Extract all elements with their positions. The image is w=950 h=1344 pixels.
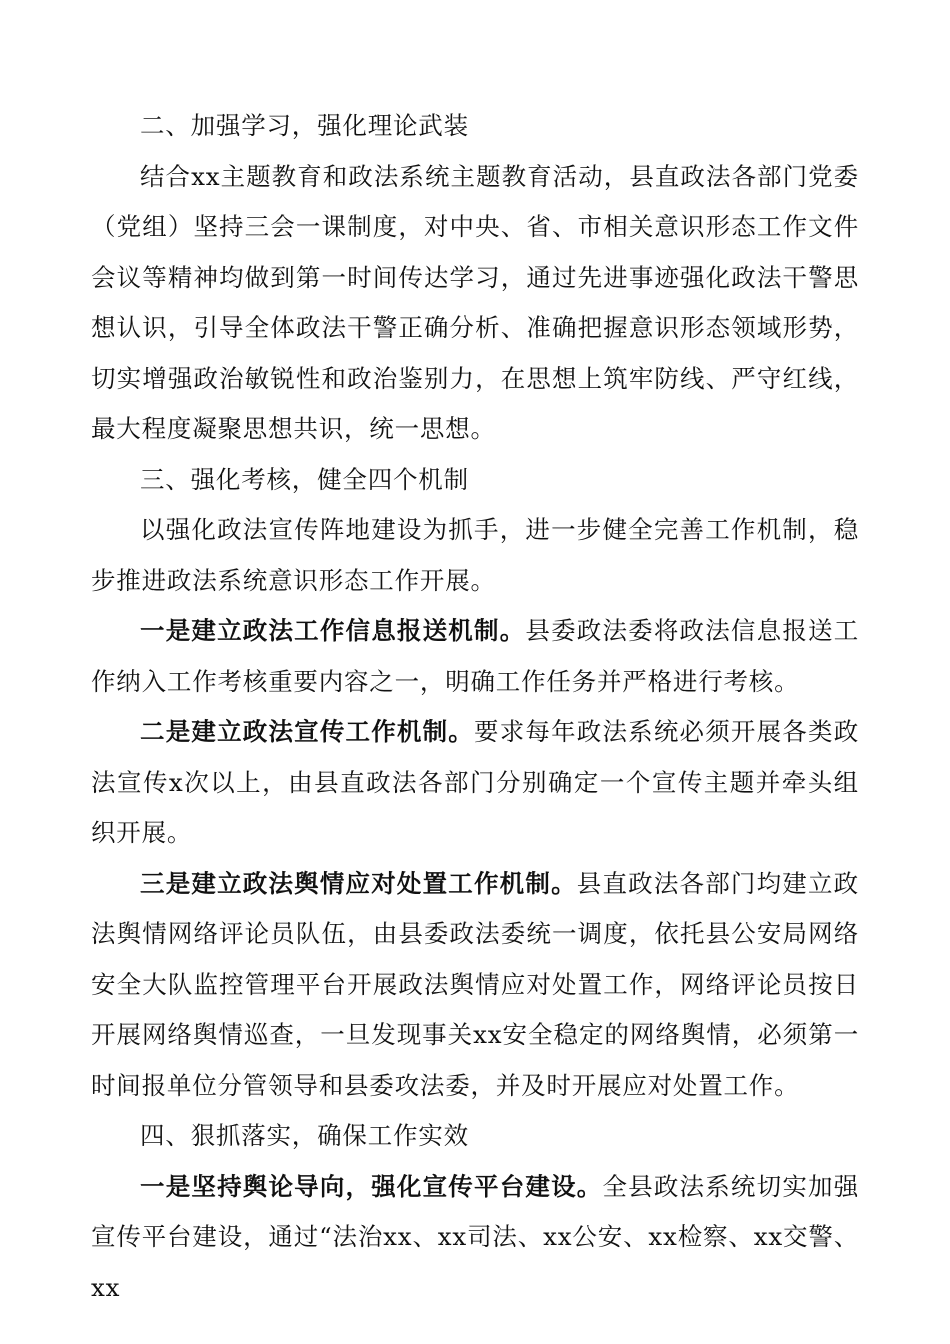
paragraph-lead: 三是建立政法舆情应对处置工作机制。: [140, 868, 577, 898]
paragraph-text: 结合xx主题教育和政法系统主题教育活动，县直政法各部门党委（党组）坚持三会一课制度，对中央、省、市相关意识形态工作文件会议等精神均做到第一时间传达学习，通过先进事迹强化政法干警思想认识，引导全体政法干警正确分析、准确把握意识形态领域形势，切实增强政治敏锐性和政治鉴别力，在思想上筑牢防线、严守红线，最大程度凝聚思想共识，统一思想。: [91, 161, 859, 443]
document-body: [91, 101, 859, 1313]
body-paragraph: [91, 606, 859, 707]
section-heading: 四、狠抓落实，确保工作实效: [140, 1121, 469, 1150]
paragraph-lead: 二是建立政法宣传工作机制。: [140, 717, 474, 746]
paragraph-text: 县委政法委将政法信息报送工作纳入工作考核重要内容之一，明确工作任务并严格进行考核。: [91, 616, 859, 696]
body-paragraph: [91, 505, 859, 606]
paragraph-text: 要求每年政法系统必须开展各类政法宣传x次以上，由县直政法各部门分别确定一个宣传主题并牵头组织开展。: [91, 717, 859, 847]
body-paragraph: [91, 152, 859, 455]
body-paragraph: [91, 707, 859, 859]
section-heading: 三、强化考核，健全四个机制: [140, 464, 469, 494]
paragraph-text: 以强化政法宣传阵地建设为抓手，进一步健全完善工作机制，稳步推进政法系统意识形态工作开展。: [91, 515, 859, 595]
paragraph-text: 县直政法各部门均建立政法舆情网络评论员队伍，由县委政法委统一调度，依托县公安局网络安全大队监控管理平台开展政法舆情应对处置工作，网络评论员按日开展网络舆情巡查，一旦发现事关xx安全稳定的网络舆情，必须第一时间报单位分管领导和县委攻法委，并及时开展应对处置工作。: [91, 868, 859, 1100]
paragraph-lead: 一是建立政法工作信息报送机制。: [140, 616, 526, 645]
paragraph-text: 全县政法系统切实加强宣传平台建设，通过“法治xx、xx司法、xx公安、xx检察、xx交警、xx: [91, 1171, 859, 1302]
body-paragraph: [91, 1162, 859, 1314]
body-paragraph: [91, 859, 859, 1112]
paragraph-lead: 一是坚持舆论导向，强化宣传平台建设。: [140, 1171, 603, 1201]
section-heading: 二、加强学习，强化理论武装: [140, 111, 469, 140]
